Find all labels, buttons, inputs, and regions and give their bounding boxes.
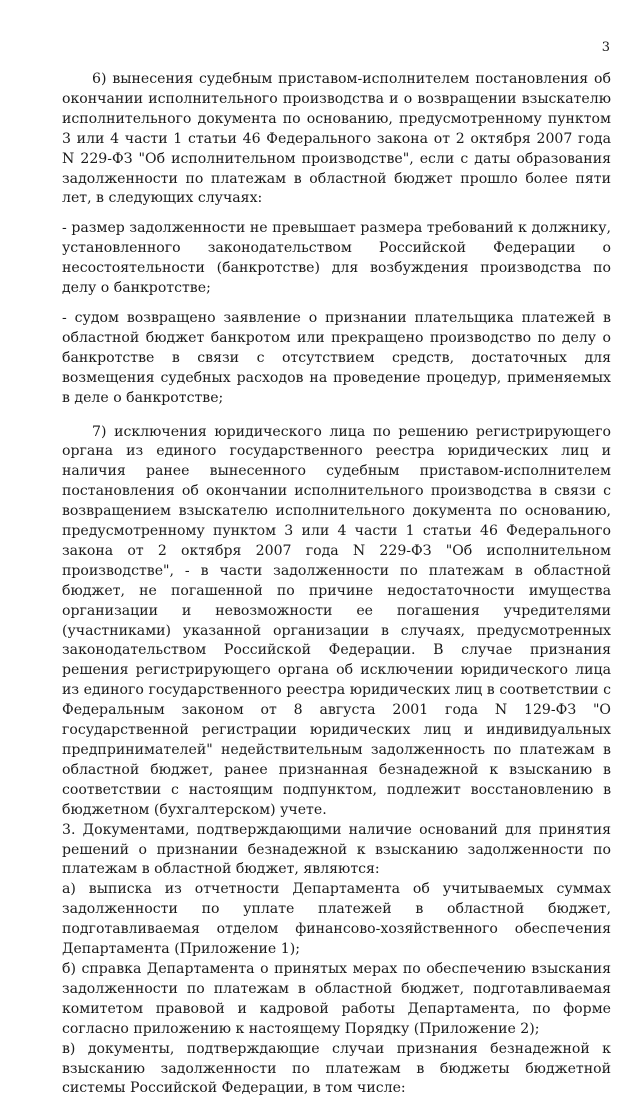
paragraph-section-3: 3. Документами, подтверждающими наличие оснований для принятия решений о признании безнадежной к взысканию задолженности по платежам в областной бюджет, являются: xyxy=(62,821,611,878)
paragraph-subitem-v: в) документы, подтверждающие случаи признания безнадежной к взысканию задолженности по платежам в бюджеты бюджетной системы Российской Федерации, в том числе: xyxy=(62,1040,611,1097)
paragraph-item-7: 7) исключения юридического лица по решению регистрирующего органа из единого государственного реестра юридических лиц и наличия ранее вынесенного судебным приставом-исполнителем постановления об окончании исполнительного производства в связи с возвращением взыскателю исполнительного документа по основанию, предусмотренному пунктом 3 или 4 части 1 статьи 46 Федерального закона от 2 октября 2007 года N 229-ФЗ "Об исполнительном производстве", - в части задолженности по платежам в областной бюджет, не погашенной по причине недостаточности имущества организации и невозможности ее погашения учредителями (участниками) указанной организации в случаях, предусмотренных законодательством Российской Федерации. В случае признания решения регистрирующего органа об исключении юридического лица из единого государственного реестра юридических лиц в соответствии с Федеральным законом от 8 августа 2001 года N 129-ФЗ "О государственной регистрации юридических лиц и индивидуальных предпринимателей" недействительным задолженность по платежам в областной бюджет, ранее признанная безнадежной к взысканию в соответствии с настоящим подпунктом, подлежит восстановлению в бюджетном (бухгалтерском) учете. xyxy=(62,423,611,818)
paragraph-dash-court-returned: - судом возвращено заявление о признании плательщика платежей в областной бюджет банкротом или прекращено производство по делу о банкротстве в связи с отсутствием средств, достаточных для возмещения судебных расходов на проведение процедур, применяемых в деле о банкротстве; xyxy=(62,309,611,406)
paragraph-dash-debt-size: - размер задолженности не превышает размера требований к должнику, установленного законодательством Российской Федерации о несостоятельности (банкротстве) для возбуждения производства по делу о банкротстве; xyxy=(62,220,611,297)
paragraph-subitem-b: б) справка Департамента о принятых мерах по обеспечению взыскания задолженности по платежам в областной бюджет, подготавливаемая комитетом правовой и кадровой работы Департамента, по форме согласно приложению к настоящему Порядку (Приложение 2); xyxy=(62,960,611,1037)
paragraph-item-6: 6) вынесения судебным приставом-исполнителем постановления об окончании исполнительного производства и о возвращении взыскателю исполнительного документа по основанию, предусмотренному пунктом 3 или 4 части 1 статьи 46 Федерального закона от 2 октября 2007 года N 229-ФЗ "Об исполнительном производстве", если с даты образования задолженности по платежам в областной бюджет прошло более пяти лет, в следующих случаях: xyxy=(62,71,611,207)
document-body xyxy=(62,70,611,1099)
page-number: 3 xyxy=(601,40,610,55)
paragraph-subitem-a: а) выписка из отчетности Департамента об учитываемых суммах задолженности по уплате платежей в областной бюджет, подготавливаемая отделом финансово-хозяйственного обеспечения Департамента (Приложение 1); xyxy=(62,881,611,958)
